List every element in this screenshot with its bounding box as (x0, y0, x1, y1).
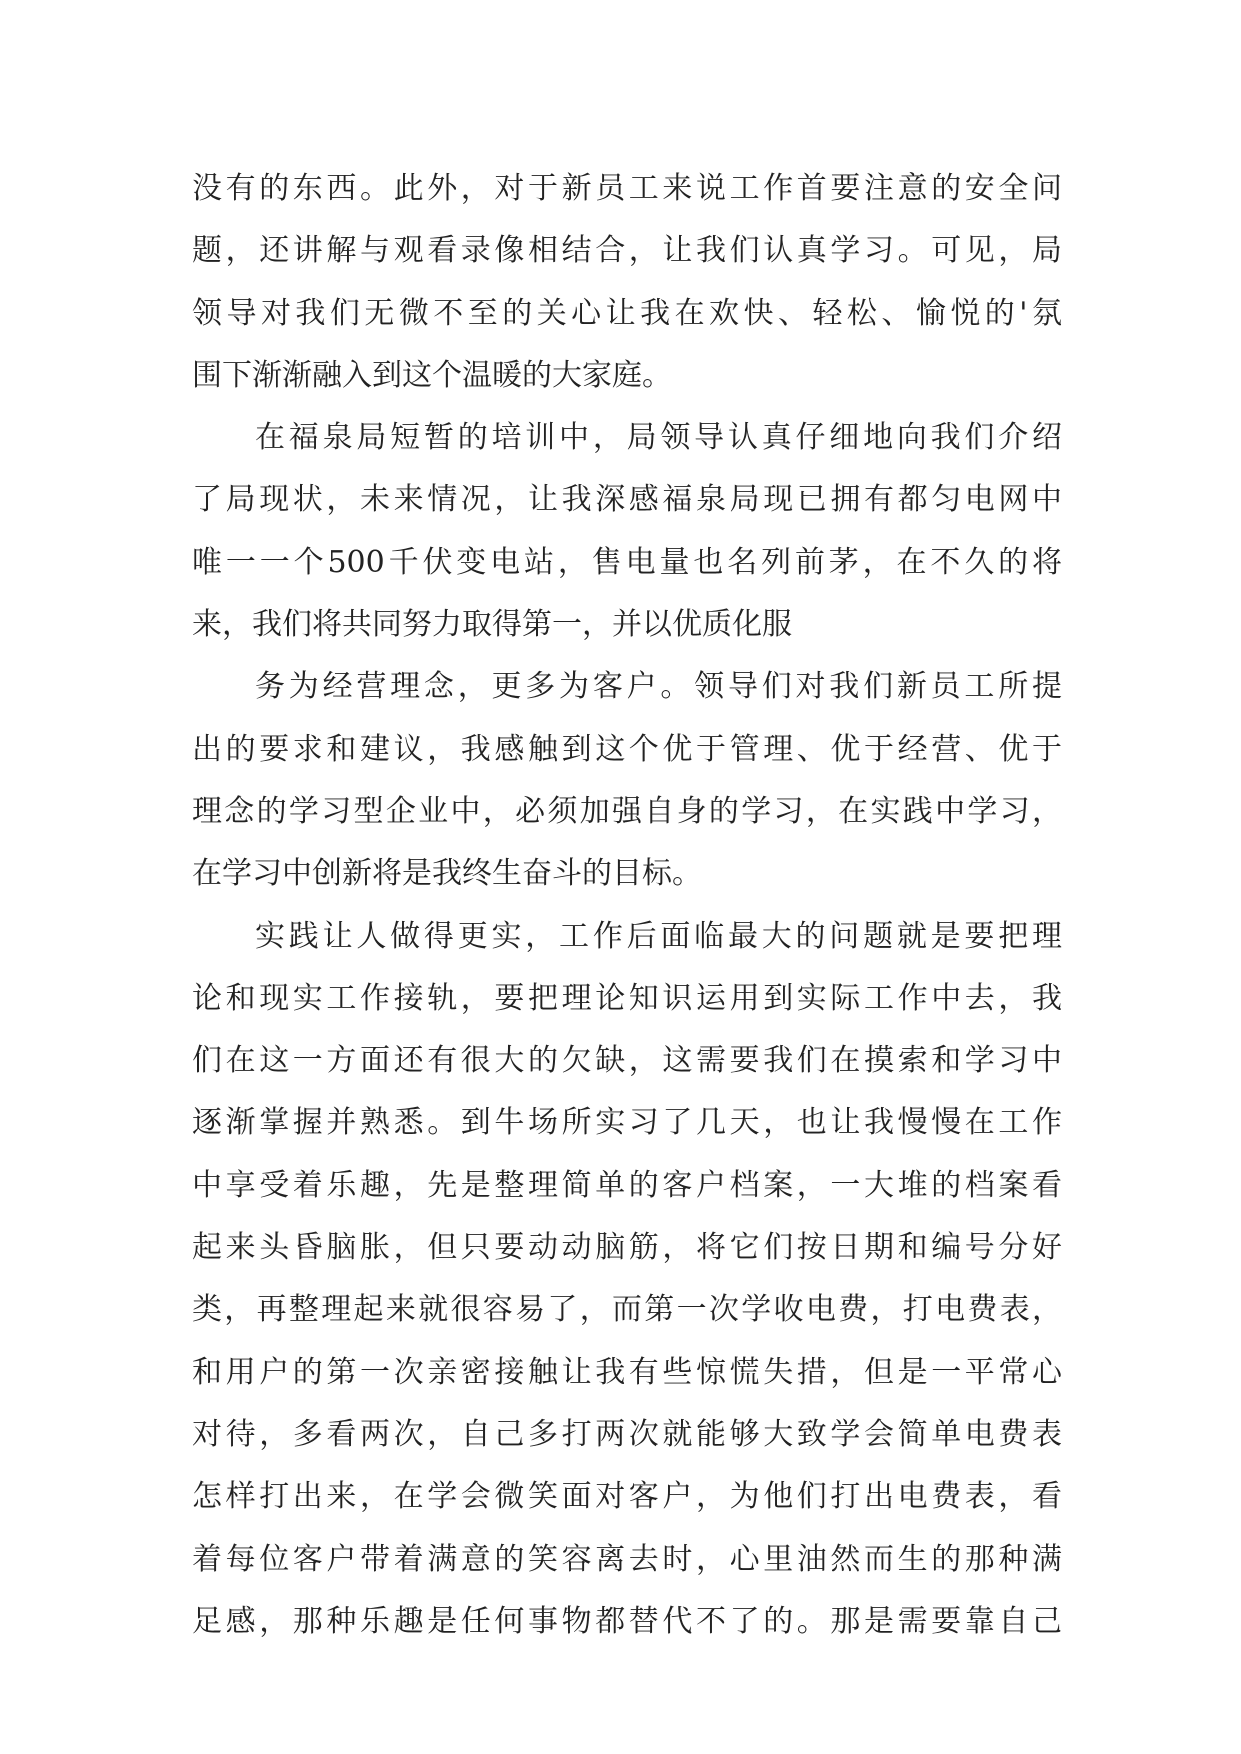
text-line: 在学习中创新将是我终生奋斗的目标。 (192, 856, 702, 892)
text-line: 来，我们将共同努力取得第一，并以优质化服 (192, 607, 792, 643)
text-line: 理念的学习型企业中，必须加强自身的学习，在实践中学习， (192, 793, 1062, 829)
text-line: 足感，那种乐趣是任何事物都替代不了的。那是需要靠自己 (192, 1603, 1062, 1639)
text-line: 们在这一方面还有很大的欠缺，这需要我们在摸索和学习中 (192, 1043, 1062, 1079)
text-line: 在福泉局短暂的培训中，局领导认真仔细地向我们介绍 (255, 420, 1062, 456)
text-line: 起来头昏脑胀，但只要动动脑筋，将它们按日期和编号分好 (192, 1230, 1062, 1266)
text-line: 中享受着乐趣，先是整理简单的客户档案，一大堆的档案看 (192, 1167, 1062, 1203)
text-line: 论和现实工作接轨，要把理论知识运用到实际工作中去，我 (192, 980, 1062, 1016)
text-line: 和用户的第一次亲密接触让我有些惊慌失措，但是一平常心 (192, 1354, 1062, 1390)
text-line: 了局现状，未来情况，让我深感福泉局现已拥有都匀电网中 (192, 482, 1062, 518)
text-line: 题，还讲解与观看录像相结合，让我们认真学习。可见，局 (192, 233, 1062, 269)
text-line: 实践让人做得更实，工作后面临最大的问题就是要把理 (255, 918, 1062, 954)
text-line: 类，再整理起来就很容易了，而第一次学收电费，打电费表， (192, 1292, 1062, 1328)
body-text (192, 158, 1062, 1653)
text-line: 领导对我们无微不至的关心让我在欢快、轻松、愉悦的'氛 (192, 295, 1062, 331)
text-line: 务为经营理念，更多为客户。领导们对我们新员工所提 (255, 669, 1062, 705)
text-line: 逐渐掌握并熟悉。到牛场所实习了几天，也让我慢慢在工作 (192, 1105, 1062, 1141)
text-line: 围下渐渐融入到这个温暖的大家庭。 (192, 357, 672, 393)
text-line: 对待，多看两次，自己多打两次就能够大致学会简单电费表 (192, 1416, 1062, 1452)
text-line: 出的要求和建议，我感触到这个优于管理、优于经营、优于 (192, 731, 1062, 767)
text-line: 唯一一个500千伏变电站，售电量也名列前茅，在不久的将 (192, 544, 1062, 580)
text-line: 没有的东西。此外，对于新员工来说工作首要注意的安全问 (192, 171, 1062, 206)
text-line: 着每位客户带着满意的笑容离去时，心里油然而生的那种满 (192, 1541, 1062, 1577)
text-line: 怎样打出来，在学会微笑面对客户，为他们打出电费表，看 (192, 1479, 1062, 1515)
